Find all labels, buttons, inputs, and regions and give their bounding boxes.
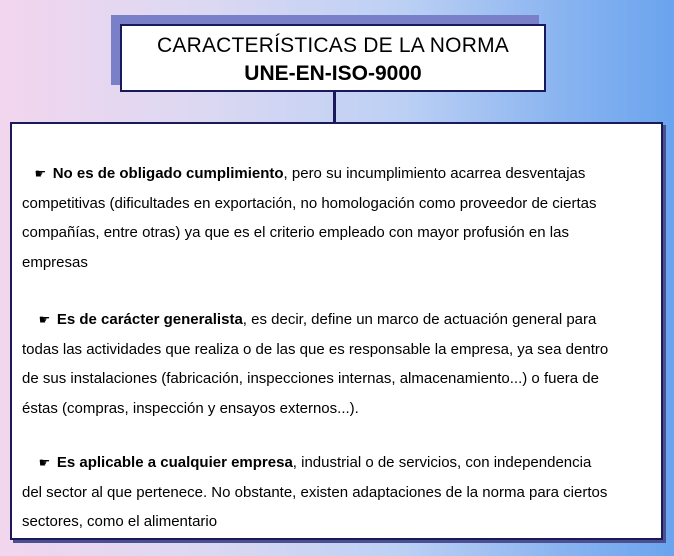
title-line-1: CARACTERÍSTICAS DE LA NORMA (157, 34, 509, 57)
item-3-lead: Es aplicable a cualquier empresa (56, 454, 293, 471)
item-3-line-1 (22, 448, 650, 478)
item-2-line-1 (22, 305, 650, 335)
item-2-text-1: , es decir, define un marco de actuación general para (242, 311, 597, 328)
item-1-line-4: empresas (22, 253, 88, 271)
item-1-line-3: compañías, entre otras) ya que es el criterio empleado con mayor profusión en las (22, 224, 569, 241)
hand-pointer-icon: ☛ (38, 312, 51, 327)
title-box (120, 24, 546, 92)
item-2-line-3: de sus instalaciones (fabricación, inspecciones internas, almacenamiento...) o fuera de (22, 370, 599, 387)
content-box (10, 122, 663, 540)
item-2-line-2: todas las actividades que realiza o de las que es responsable la empresa, ya sea dentro (22, 340, 609, 358)
characteristic-item-2 (22, 305, 650, 423)
item-2-lead: Es de carácter generalista (56, 311, 243, 328)
hand-pointer-icon: ☛ (34, 166, 47, 181)
title-line-2: UNE-EN-ISO-9000 (244, 62, 422, 85)
characteristic-item-3 (22, 448, 650, 537)
characteristic-item-1 (22, 159, 650, 277)
item-3-text-1: , industrial o de servicios, con independencia (292, 454, 592, 471)
item-3-line-3: sectores, como el alimentario (22, 513, 218, 530)
item-1-lead: No es de obligado cumplimiento (52, 165, 284, 182)
item-1-line-1 (22, 159, 650, 189)
item-3-line-2: del sector al que pertenece. No obstante, existen adaptaciones de la norma para ciertos (22, 483, 608, 501)
item-1-line-2: competitivas (dificultades en exportación, no homologación como proveedor de ciertas (22, 194, 597, 212)
item-2-line-4: éstas (compras, inspección y ensayos externos...). (22, 399, 359, 417)
hand-pointer-icon: ☛ (38, 455, 51, 470)
connector-line (333, 92, 336, 122)
item-1-text-1: , pero su incumplimiento acarrea desventajas (283, 165, 586, 182)
